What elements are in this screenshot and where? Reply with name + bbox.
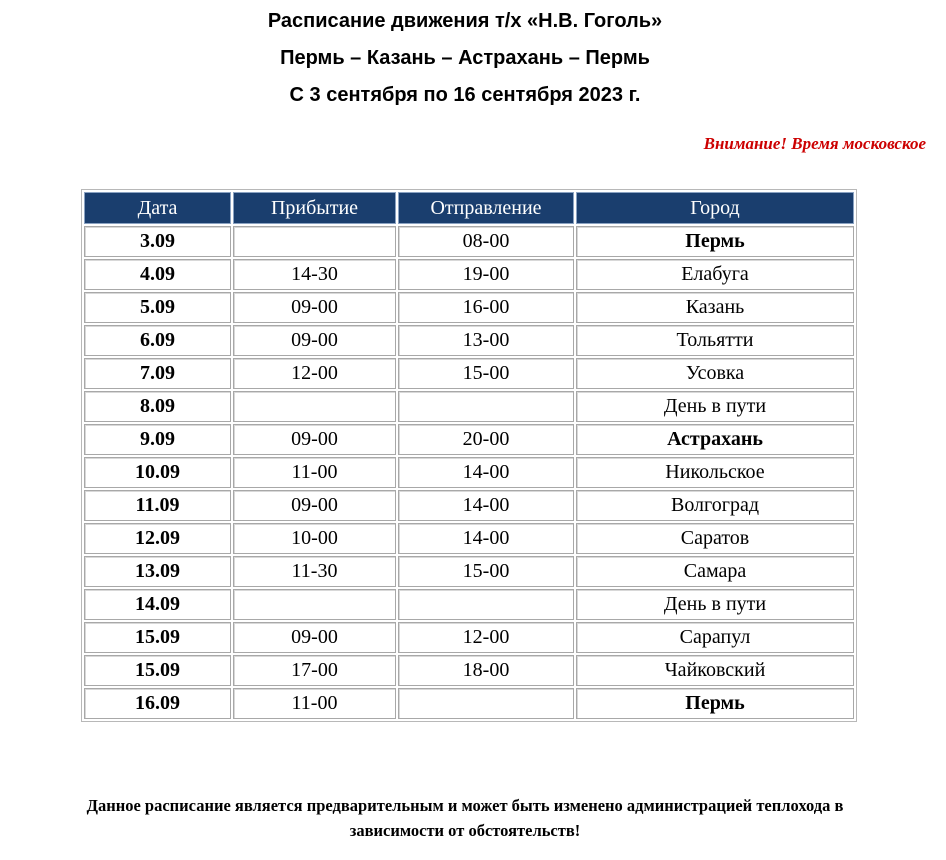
date-cell: 15.09 — [84, 622, 231, 653]
departure-cell — [398, 688, 574, 719]
departure-cell: 13-00 — [398, 325, 574, 356]
departure-cell: 18-00 — [398, 655, 574, 686]
table-row — [84, 523, 854, 554]
departure-cell: 19-00 — [398, 259, 574, 290]
city-cell: Тольятти — [576, 325, 854, 356]
arrival-cell: 14-30 — [233, 259, 396, 290]
departure-cell: 14-00 — [398, 490, 574, 521]
departure-cell: 15-00 — [398, 556, 574, 587]
date-cell: 3.09 — [84, 226, 231, 257]
departure-cell — [398, 391, 574, 422]
table-row — [84, 688, 854, 719]
date-cell: 12.09 — [84, 523, 231, 554]
arrival-cell: 09-00 — [233, 292, 396, 323]
table-row — [84, 457, 854, 488]
table-row — [84, 259, 854, 290]
date-cell: 4.09 — [84, 259, 231, 290]
table-row — [84, 490, 854, 521]
arrival-cell: 11-00 — [233, 688, 396, 719]
arrival-cell — [233, 391, 396, 422]
schedule-table — [81, 189, 857, 722]
city-cell: Усовка — [576, 358, 854, 389]
arrival-cell: 11-30 — [233, 556, 396, 587]
date-cell: 16.09 — [84, 688, 231, 719]
column-header-departure: Отправление — [398, 192, 574, 224]
moscow-time-notice: Внимание! Время московское — [703, 134, 926, 153]
table-row — [84, 292, 854, 323]
date-cell: 10.09 — [84, 457, 231, 488]
date-cell: 5.09 — [84, 292, 231, 323]
disclaimer-line-1: Данное расписание является предварительным и может быть изменено администрацией теплохода в — [86, 796, 844, 815]
city-cell: Волгоград — [576, 490, 854, 521]
arrival-cell: 09-00 — [233, 325, 396, 356]
arrival-cell — [233, 226, 396, 257]
table-row — [84, 226, 854, 257]
arrival-cell: 11-00 — [233, 457, 396, 488]
table-header-row — [84, 192, 854, 224]
date-cell: 14.09 — [84, 589, 231, 620]
arrival-cell: 17-00 — [233, 655, 396, 686]
arrival-cell — [233, 589, 396, 620]
column-header-arrival: Прибытие — [233, 192, 396, 224]
departure-cell: 20-00 — [398, 424, 574, 455]
arrival-cell: 09-00 — [233, 424, 396, 455]
city-cell: Елабуга — [576, 259, 854, 290]
table-row — [84, 655, 854, 686]
date-cell: 8.09 — [84, 391, 231, 422]
column-header-date: Дата — [84, 192, 231, 224]
arrival-cell: 12-00 — [233, 358, 396, 389]
table-row — [84, 556, 854, 587]
city-cell: Казань — [576, 292, 854, 323]
city-cell: Астрахань — [576, 424, 854, 455]
arrival-cell: 09-00 — [233, 622, 396, 653]
table-row — [84, 589, 854, 620]
city-cell: Пермь — [576, 688, 854, 719]
departure-cell: 16-00 — [398, 292, 574, 323]
date-cell: 15.09 — [84, 655, 231, 686]
city-cell: Чайковский — [576, 655, 854, 686]
table-row — [84, 622, 854, 653]
departure-cell: 12-00 — [398, 622, 574, 653]
city-cell: День в пути — [576, 391, 854, 422]
route-title: Пермь – Казань – Астрахань – Пермь — [280, 47, 650, 69]
departure-cell — [398, 589, 574, 620]
date-cell: 7.09 — [84, 358, 231, 389]
table-row — [84, 358, 854, 389]
date-cell: 13.09 — [84, 556, 231, 587]
period-title: С 3 сентября по 16 сентября 2023 г. — [289, 84, 641, 106]
arrival-cell: 10-00 — [233, 523, 396, 554]
city-cell: Никольское — [576, 457, 854, 488]
disclaimer — [0, 793, 930, 843]
table-row — [84, 424, 854, 455]
city-cell: День в пути — [576, 589, 854, 620]
table-row — [84, 325, 854, 356]
column-header-city: Город — [576, 192, 854, 224]
departure-cell: 08-00 — [398, 226, 574, 257]
schedule-header — [0, 6, 930, 117]
departure-cell: 15-00 — [398, 358, 574, 389]
city-cell: Сарапул — [576, 622, 854, 653]
city-cell: Пермь — [576, 226, 854, 257]
date-cell: 11.09 — [84, 490, 231, 521]
departure-cell: 14-00 — [398, 457, 574, 488]
arrival-cell: 09-00 — [233, 490, 396, 521]
disclaimer-line-2: зависимости от обстоятельств! — [349, 821, 581, 840]
date-cell: 9.09 — [84, 424, 231, 455]
city-cell: Саратов — [576, 523, 854, 554]
date-cell: 6.09 — [84, 325, 231, 356]
departure-cell: 14-00 — [398, 523, 574, 554]
table-row — [84, 391, 854, 422]
page-title: Расписание движения т/х «Н.В. Гоголь» — [267, 10, 663, 32]
city-cell: Самара — [576, 556, 854, 587]
